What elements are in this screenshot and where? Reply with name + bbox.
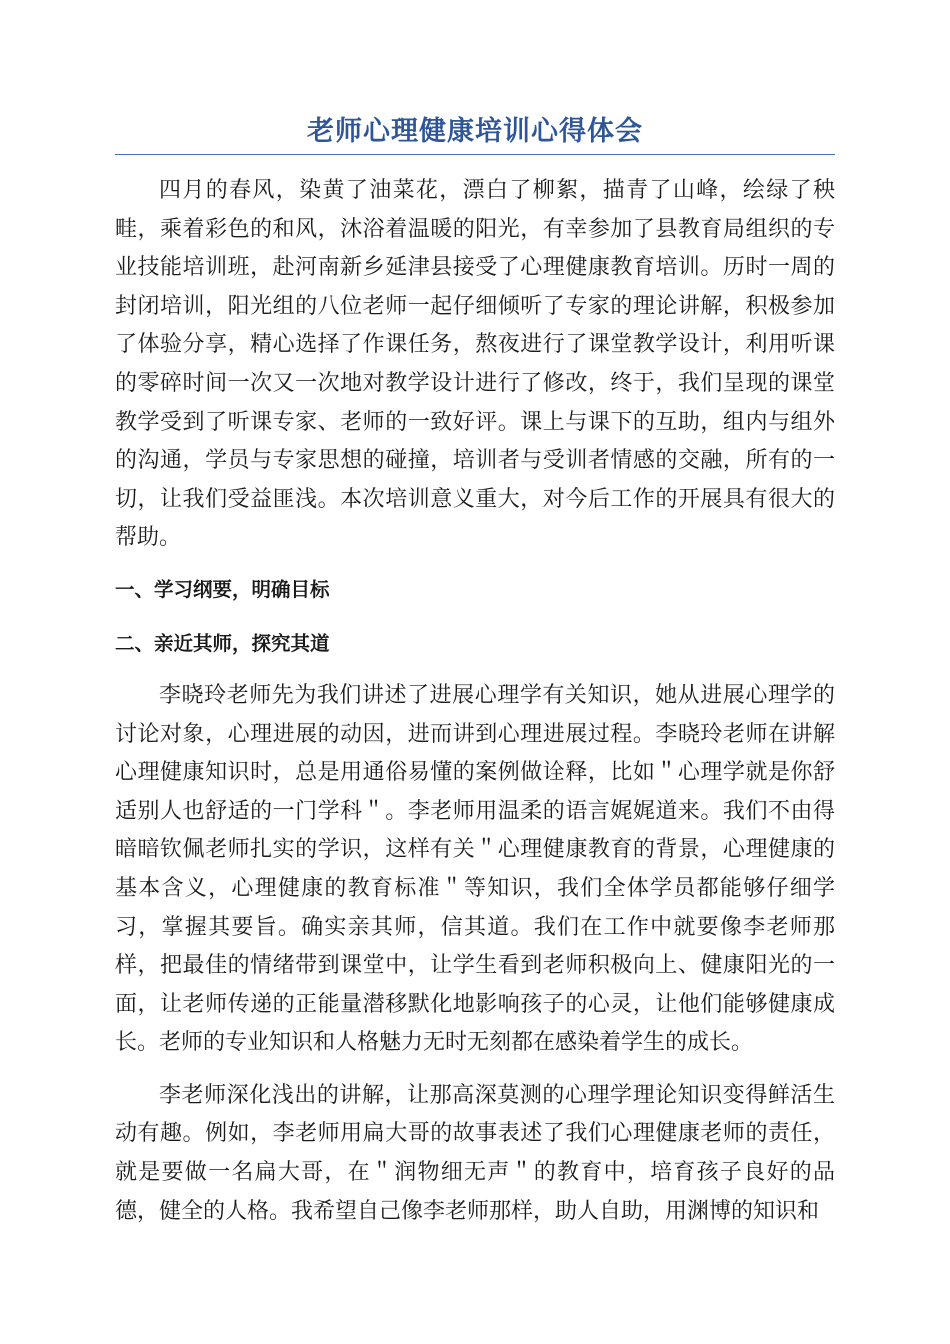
intro-paragraph: 四月的春风，染黄了油菜花，漂白了柳絮，描青了山峰，绘绿了秧畦，乘着彩色的和风，沐浴着温暖的阳光，有幸参加了县教育局组织的专业技能培训班，赴河南新乡延津县接受了心理健康教育培训。历时一周的封闭培训，阳光组的八位老师一起仔细倾听了专家的理论讲解，积极参加了体验分享，精心选择了作课任务，熬夜进行了课堂教学设计，利用听课的零碎时间一次又一次地对教学设计进行了修改，终于，我们呈现的课堂教学受到了听课专家、老师的一致好评。课上与课下的互助，组内与组外的沟通，学员与专家思想的碰撞，培训者与受训者情感的交融，所有的一切，让我们受益匪浅。本次培训意义重大，对今后工作的开展具有很大的帮助。 <box>115 178 835 551</box>
section2-paragraph-2: 李老师深化浅出的讲解，让那高深莫测的心理学理论知识变得鲜活生动有趣。例如，李老师用扁大哥的故事表述了我们心理健康老师的责任，就是要做一名扁大哥，在＂润物细无声＂的教育中，培育孩子良好的品德，健全的人格。我希望自己像李老师那样，助人自助，用渊博的知识和 <box>115 1082 835 1224</box>
document-title: 老师心理健康培训心得体会 <box>115 112 835 155</box>
document-page <box>115 112 835 1231</box>
section-heading-1: 一、学习纲要，明确目标 <box>115 577 330 601</box>
section-heading-2: 二、亲近其师，探究其道 <box>115 631 330 655</box>
section2-paragraph-1: 李晓玲老师先为我们讲述了进展心理学有关知识，她从进展心理学的讨论对象，心理进展的动因，进而讲到心理进展过程。李晓玲老师在讲解心理健康知识时，总是用通俗易懂的案例做诠释，比如＂心理学就是你舒适别人也舒适的一门学科＂。李老师用温柔的语言娓娓道来。我们不由得暗暗钦佩老师扎实的学识，这样有关＂心理健康教育的背景，心理健康的基本含义，心理健康的教育标准＂等知识，我们全体学员都能够仔细学习，掌握其要旨。确实亲其师，信其道。我们在工作中就要像李老师那样，把最佳的情绪带到课堂中，让学生看到老师积极向上、健康阳光的一面，让老师传递的正能量潜移默化地影响孩子的心灵，让他们能够健康成长。老师的专业知识和人格魅力无时无刻都在感染着学生的成长。 <box>115 682 835 1056</box>
